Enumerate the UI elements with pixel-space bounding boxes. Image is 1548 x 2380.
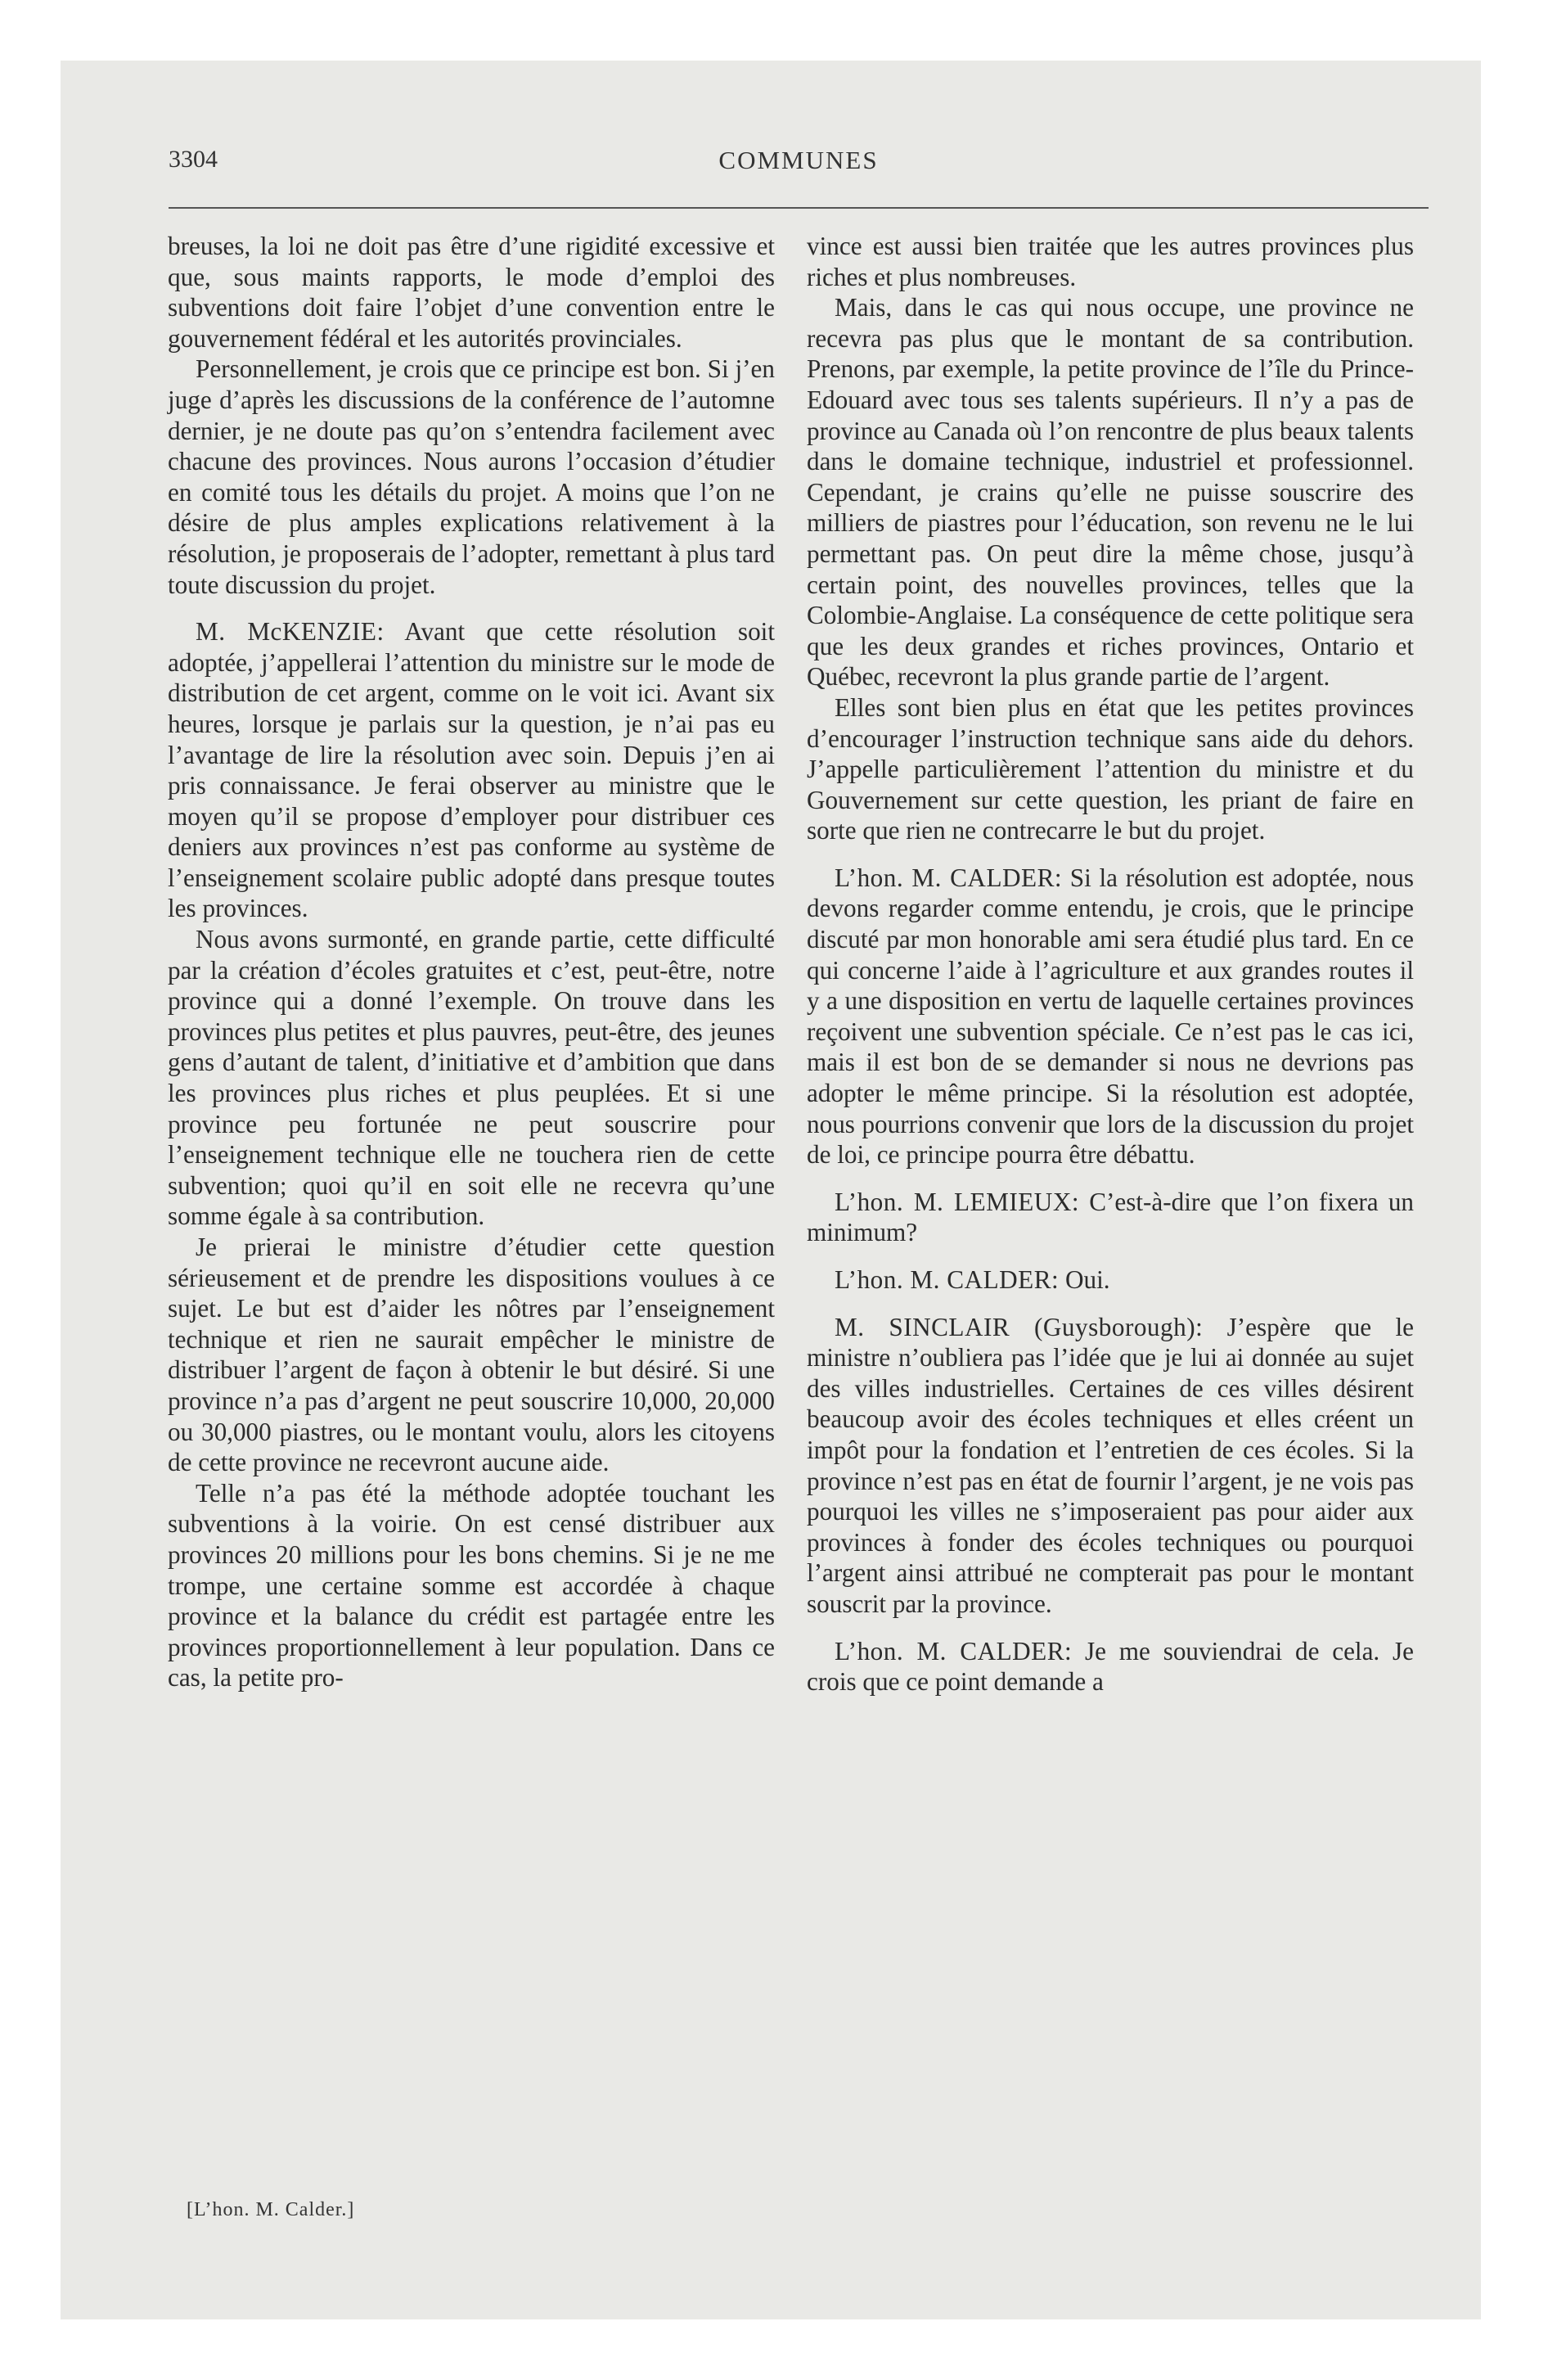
page-number: 3304: [169, 146, 218, 173]
paragraph: breuses, la loi ne doit pas être d’une rigidité excessive et que, sous maints rapports, le mode d’emploi des subventions doit faire l’objet d’une convention entre le gouvernement fédéral et les autorités provinciales.: [168, 232, 775, 353]
paragraph: vince est aussi bien traitée que les autres provinces plus riches et plus nombreuses.: [807, 232, 1414, 291]
speaker-name: L’hon. M. LEMIEUX:: [835, 1187, 1080, 1216]
left-column: [168, 231, 775, 1693]
paragraph: Personnellement, je crois que ce principe est bon. Si j’en juge d’après les discussions de la conférence de l’automne dernier, je ne doute pas qu’on s’entendra facilement avec chacune des provinces. Nous aurons l’occasion d’étudier en comité tous les détails du projet. A moins que l’on ne désire de plus amples explications relativement à la résolution, je proposerais de l’adopter, remettant à plus tard toute discussion du projet.: [168, 354, 775, 599]
paragraph: Je prierai le ministre d’étudier cette question sérieusement et de prendre les dispositions voulues à ce sujet. Le but est d’aider les nôtres par l’enseignement technique et rien ne saurait empêcher le ministre de distribuer l’argent de façon à obtenir le but désiré. Si une province n’a pas d’argent ne peut souscrire 10,000, 20,000 ou 30,000 piastres, ou le montant voulu, alors les citoyens de cette province ne recevront aucune aide.: [168, 1233, 775, 1477]
paragraph: Telle n’a pas été la méthode adoptée touchant les subventions à la voirie. On est censé distribuer aux provinces 20 millions pour les bons chemins. Si je ne me trompe, une certaine somme est accordée à chaque province et la balance du crédit est partagée entre les provinces proportionnellement à leur population. Dans ce cas, la petite pro-: [168, 1478, 775, 1693]
speech-text: Oui.: [1064, 1265, 1110, 1294]
speech-paragraph: [807, 1264, 1414, 1296]
speaker-name: M. SINCLAIR (Guysborough):: [835, 1312, 1204, 1341]
speech-text: Si la résolution est adoptée, nous devons regarder comme entendu, je crois, que le principe discuté par mon honorable ami sera étudié plus tard. En ce qui concerne l’aide à l’agriculture et aux grandes routes il y a une disposition en vertu de laquelle certaines provinces reçoivent une subvention spéciale. Ce n’est pas le cas ici, mais il est bon de se demander si nous ne devrions pas adopter le même principe. Si la résolution est adoptée, nous pourrions convenir que lors de la discussion du projet de loi, ce principe pourra être débattu.: [807, 863, 1414, 1170]
paragraph: Nous avons surmonté, en grande partie, cette difficulté par la création d’écoles gratuites et c’est, peut-être, notre province qui a donné l’exemple. On trouve dans les provinces plus petites et plus pauvres, peut-être, des jeunes gens d’autant de talent, d’initiative et d’ambition que dans les provinces plus riches et plus peuplées. Et si une province peu fortunée ne peut souscrire pour l’enseignement technique elle ne touchera rien de cette subvention; quoi qu’il en soit elle ne recevra qu’une somme égale à sa contribution.: [168, 925, 775, 1231]
speaker-name: L’hon. M. CALDER:: [835, 863, 1063, 892]
speech-paragraph: [807, 1312, 1414, 1620]
speech-paragraph: [807, 1636, 1414, 1697]
paragraph: Elles sont bien plus en état que les petites provinces d’encourager l’instruction technique sans aide du dehors. J’appelle particulièrement l’attention du ministre et du Gouvernement sur cette question, les priant de faire en sorte que rien ne contrecarre le but du projet.: [807, 692, 1414, 845]
speaker-name: L’hon. M. CALDER:: [835, 1636, 1073, 1666]
speech-text: Je me souviendrai de cela. Je crois que ce point demande a: [807, 1636, 1415, 1697]
speech-text: C’est-à-dire que l’on fixera un minimum?: [807, 1187, 1415, 1247]
speaker-footer-note: [L’hon. M. Calder.]: [187, 2199, 355, 2220]
header-rule: [169, 207, 1429, 209]
speaker-name: L’hon. M. CALDER:: [835, 1265, 1060, 1294]
running-title: COMMUNES: [718, 146, 879, 174]
speech-paragraph: [807, 1187, 1414, 1248]
speech-text: Avant que cette résolution soit adoptée, j’appellerai l’attention du ministre sur le mode de distribution de cet argent, comme on le voit ici. Avant six heures, lorsque je parlais sur la question, je n’ai pas eu l’avantage de lire la résolution avec soin. Depuis j’en ai pris connaissance. Je ferai observer au ministre que le moyen qu’il se propose d’employer pour distribuer ces deniers aux provinces n’est pas conforme au système de l’enseignement scolaire public adopté dans presque toutes les provinces.: [168, 617, 775, 923]
paragraph: Mais, dans le cas qui nous occupe, une province ne recevra pas plus que le montant de sa contribution. Prenons, par exemple, la petite province de l’île du Prince-Edouard avec tous ses talents supérieurs. Il n’y a pas de province au Canada où l’on rencontre de plus beaux talents dans le domaine technique, industriel et professionnel. Cependant, je crains qu’elle ne puisse souscrire des milliers de piastres pour l’éducation, son revenu ne le lui permettant pas. On peut dire la même chose, jusqu’à certain point, des nouvelles provinces, telles que la Colombie-Anglaise. La conséquence de cette politique sera que les deux grandes et riches provinces, Ontario et Québec, recevront la plus grande partie de l’argent.: [807, 293, 1414, 692]
page-header: [169, 146, 1429, 185]
speech-text: J’espère que le ministre n’oubliera pas l’idée que je lui ai donnée au sujet des villes industrielles. Certaines de ces villes désirent beaucoup avoir des écoles techniques et elles créent un impôt pour la fondation et l’entretien de ces écoles. Si la province n’est pas en état de fournir l’argent, je ne vois pas pourquoi les villes ne s’imposeraient pas pour aider aux provinces à fonder des écoles techniques ou pourquoi l’argent ainsi attribué ne compterait pas pour le montant souscrit par la province.: [807, 1312, 1414, 1618]
speech-paragraph: [168, 616, 775, 924]
right-column: [807, 231, 1414, 1697]
speaker-name: M. McKENZIE:: [196, 617, 385, 647]
speech-paragraph: [807, 863, 1414, 1170]
